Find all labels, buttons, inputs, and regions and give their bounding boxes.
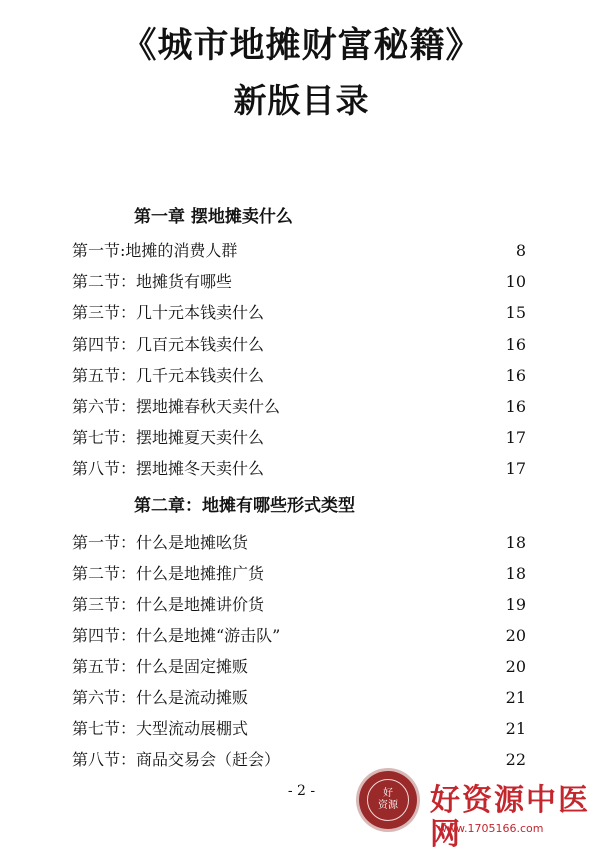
chapter-heading: 第二章：地摊有哪些形式类型 [134,496,355,516]
toc-entry-page: 21 [505,719,526,738]
chapter-heading: 第一章 摆地摊卖什么 [134,207,293,227]
watermark-seal-text: 好 [383,788,393,799]
toc-entry-label: 第六节：摆地摊春秋天卖什么 [72,397,281,416]
toc-entry-label: 第七节：摆地摊夏天卖什么 [72,428,265,447]
toc-entry[interactable] [72,365,526,387]
toc-entry[interactable] [72,656,526,678]
toc-entry[interactable] [72,302,526,324]
toc-entry[interactable] [72,427,526,449]
toc-entry-label: 第七节：大型流动展棚式 [72,719,249,738]
document-title: 《城市地摊财富秘籍》 [121,25,482,66]
toc-entry-page: 8 [515,241,526,260]
toc-entry-label: 第六节：什么是流动摊贩 [72,688,249,707]
toc-entry-label: 第四节：几百元本钱卖什么 [72,335,265,354]
watermark-brand: 好资源中医网 [430,783,590,852]
toc-entry[interactable] [72,458,526,480]
watermark-seal-text: 资源 [378,800,398,811]
toc-entry-page: 10 [505,272,526,291]
toc-entry[interactable] [72,563,526,585]
toc-entry[interactable] [72,396,526,418]
toc-entry[interactable] [72,687,526,709]
toc-entry-page: 20 [505,657,526,676]
toc-entry-page: 17 [505,459,526,478]
toc-entry-page: 20 [505,626,526,645]
watermark-url: www.1705166.com [438,822,544,835]
toc-entry-page: 16 [505,335,526,354]
toc-entry[interactable] [72,594,526,616]
toc-entry-label: 第五节：几千元本钱卖什么 [72,366,265,385]
toc-entry[interactable] [72,625,526,647]
toc-entry-label: 第五节：什么是固定摊贩 [72,657,249,676]
toc-entry-page: 15 [505,303,526,322]
toc-entry[interactable] [72,532,526,554]
toc-entry-label: 第四节：什么是地摊“游击队” [72,626,281,645]
toc-entry-page: 22 [505,750,526,769]
toc-entry[interactable] [72,334,526,356]
toc-entry-label: 第二节：什么是地摊推广货 [72,564,265,583]
toc-entry-page: 21 [505,688,526,707]
toc-entry-page: 18 [505,564,526,583]
toc-entry[interactable] [72,749,526,771]
toc-entry-page: 17 [505,428,526,447]
toc-entry-label: 第八节：摆地摊冬天卖什么 [72,459,265,478]
toc-entry-page: 18 [505,533,526,552]
toc-entry-label: 第一节:地摊的消费人群 [72,241,238,260]
page-number: - 2 - [287,783,316,799]
toc-entry[interactable] [72,271,526,293]
toc-entry-label: 第二节：地摊货有哪些 [72,272,233,291]
toc-entry-page: 16 [505,397,526,416]
watermark-seal-icon [359,771,417,829]
toc-entry-label: 第一节：什么是地摊吆货 [72,533,249,552]
toc-entry-label: 第八节：商品交易会（赶会） [72,750,281,769]
toc-entry[interactable] [72,718,526,740]
toc-entry-label: 第三节：什么是地摊讲价货 [72,595,265,614]
document-subtitle: 新版目录 [233,81,370,120]
toc-entry-page: 19 [505,595,526,614]
toc-entry-label: 第三节：几十元本钱卖什么 [72,303,265,322]
toc-entry-page: 16 [505,366,526,385]
toc-entry[interactable] [72,240,526,262]
